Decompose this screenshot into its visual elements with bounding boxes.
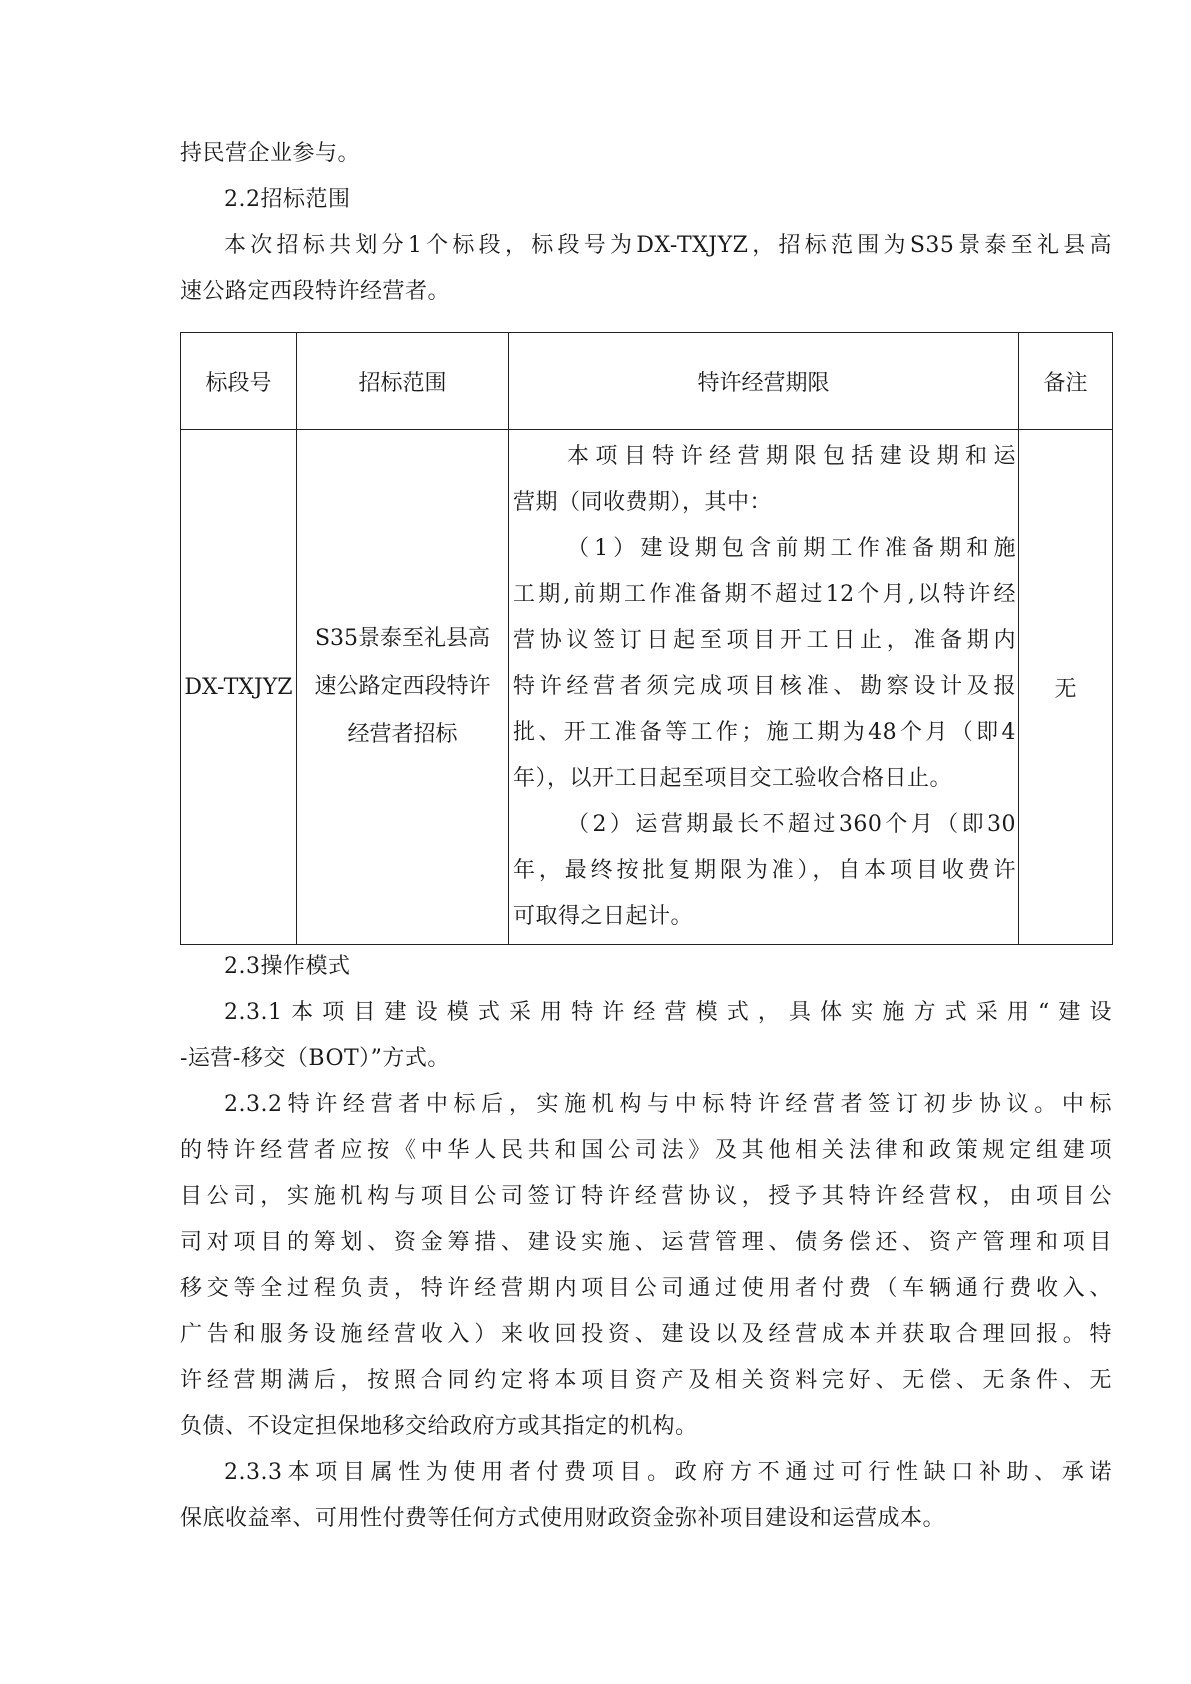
cell-term [509, 430, 1019, 945]
term-line: 营协议签订日起至项目开工日止，准备期内 [513, 628, 1016, 653]
header-cell-remark: 备注 [1019, 333, 1113, 430]
term-line: （2）运营期最长不超过360个月（即30 [567, 812, 1016, 837]
scope-line: 速公路定西段特许 [314, 674, 491, 699]
text-line: -运营-移交（BOT）”方式。 [180, 1046, 450, 1071]
text-line: 2.3.1本项目建设模式采用特许经营模式，具体实施方式采用“建设 [224, 1000, 1112, 1025]
section-heading: 2.2招标范围 [224, 187, 351, 212]
term-line: 年，最终按批复期限为准），自本项目收费许 [513, 858, 1016, 883]
header-cell-scope: 招标范围 [297, 333, 509, 430]
term-line: 本项目特许经营期限包括建设期和运 [567, 444, 1016, 469]
table-header-row [181, 333, 1113, 430]
text-line: 司对项目的筹划、资金筹措、建设实施、运营管理、债务偿还、资产管理和项目 [180, 1230, 1112, 1255]
term-line: 工期,前期工作准备期不超过12个月,以特许经 [513, 582, 1016, 607]
term-line: 批、开工准备等工作；施工期为48个月（即4 [513, 720, 1016, 745]
cell-remark: 无 [1019, 430, 1113, 945]
text-line: 的特许经营者应按《中华人民共和国公司法》及其他相关法律和政策规定组建项 [180, 1138, 1112, 1163]
operation-mode-section [180, 944, 1112, 1542]
text-line: 2.3.2特许经营者中标后，实施机构与中标特许经营者签订初步协议。中标 [224, 1092, 1112, 1117]
text-line: 移交等全过程负责，特许经营期内项目公司通过使用者付费（车辆通行费收入、 [180, 1276, 1112, 1301]
text-line: 本次招标共划分1个标段，标段号为DX-TXJYZ，招标范围为S35景泰至礼县高 [224, 233, 1112, 258]
text-line: 目公司，实施机构与项目公司签订特许经营协议，授予其特许经营权，由项目公 [180, 1184, 1112, 1209]
text-line: 负债、不设定担保地移交给政府方或其指定的机构。 [180, 1414, 698, 1439]
header-cell-section-no: 标段号 [181, 333, 297, 430]
term-line: （1）建设期包含前期工作准备期和施 [567, 536, 1016, 561]
bid-section-table [180, 332, 1113, 945]
term-line: 营期（同收费期），其中： [513, 490, 773, 515]
intro-paragraphs [180, 131, 1112, 315]
text-line: 许经营期满后，按照合同约定将本项目资产及相关资料完好、无偿、无条件、无 [180, 1368, 1112, 1393]
text-line: 速公路定西段特许经营者。 [180, 279, 451, 304]
cell-scope [297, 430, 509, 945]
term-line: 可取得之日起计。 [513, 904, 694, 929]
text-line: 2.3.3本项目属性为使用者付费项目。政府方不通过可行性缺口补助、承诺 [224, 1460, 1112, 1485]
table-row [181, 430, 1113, 945]
text-line: 广告和服务设施经营收入）来收回投资、建设以及经营成本并获取合理回报。特 [180, 1322, 1112, 1347]
text-line: 保底收益率、可用性付费等任何方式使用财政资金弥补项目建设和运营成本。 [180, 1506, 946, 1531]
term-line: 年），以开工日起至项目交工验收合格日止。 [513, 766, 953, 791]
header-cell-term: 特许经营期限 [509, 333, 1019, 430]
cell-section-no: DX-TXJYZ [181, 430, 297, 945]
scope-line: 经营者招标 [347, 722, 458, 747]
section-heading: 2.3操作模式 [224, 954, 351, 979]
text-line: 持民营企业参与。 [180, 141, 361, 166]
term-line: 特许经营者须完成项目核准、勘察设计及报 [513, 674, 1016, 699]
scope-line: S35景泰至礼县高 [314, 626, 491, 651]
